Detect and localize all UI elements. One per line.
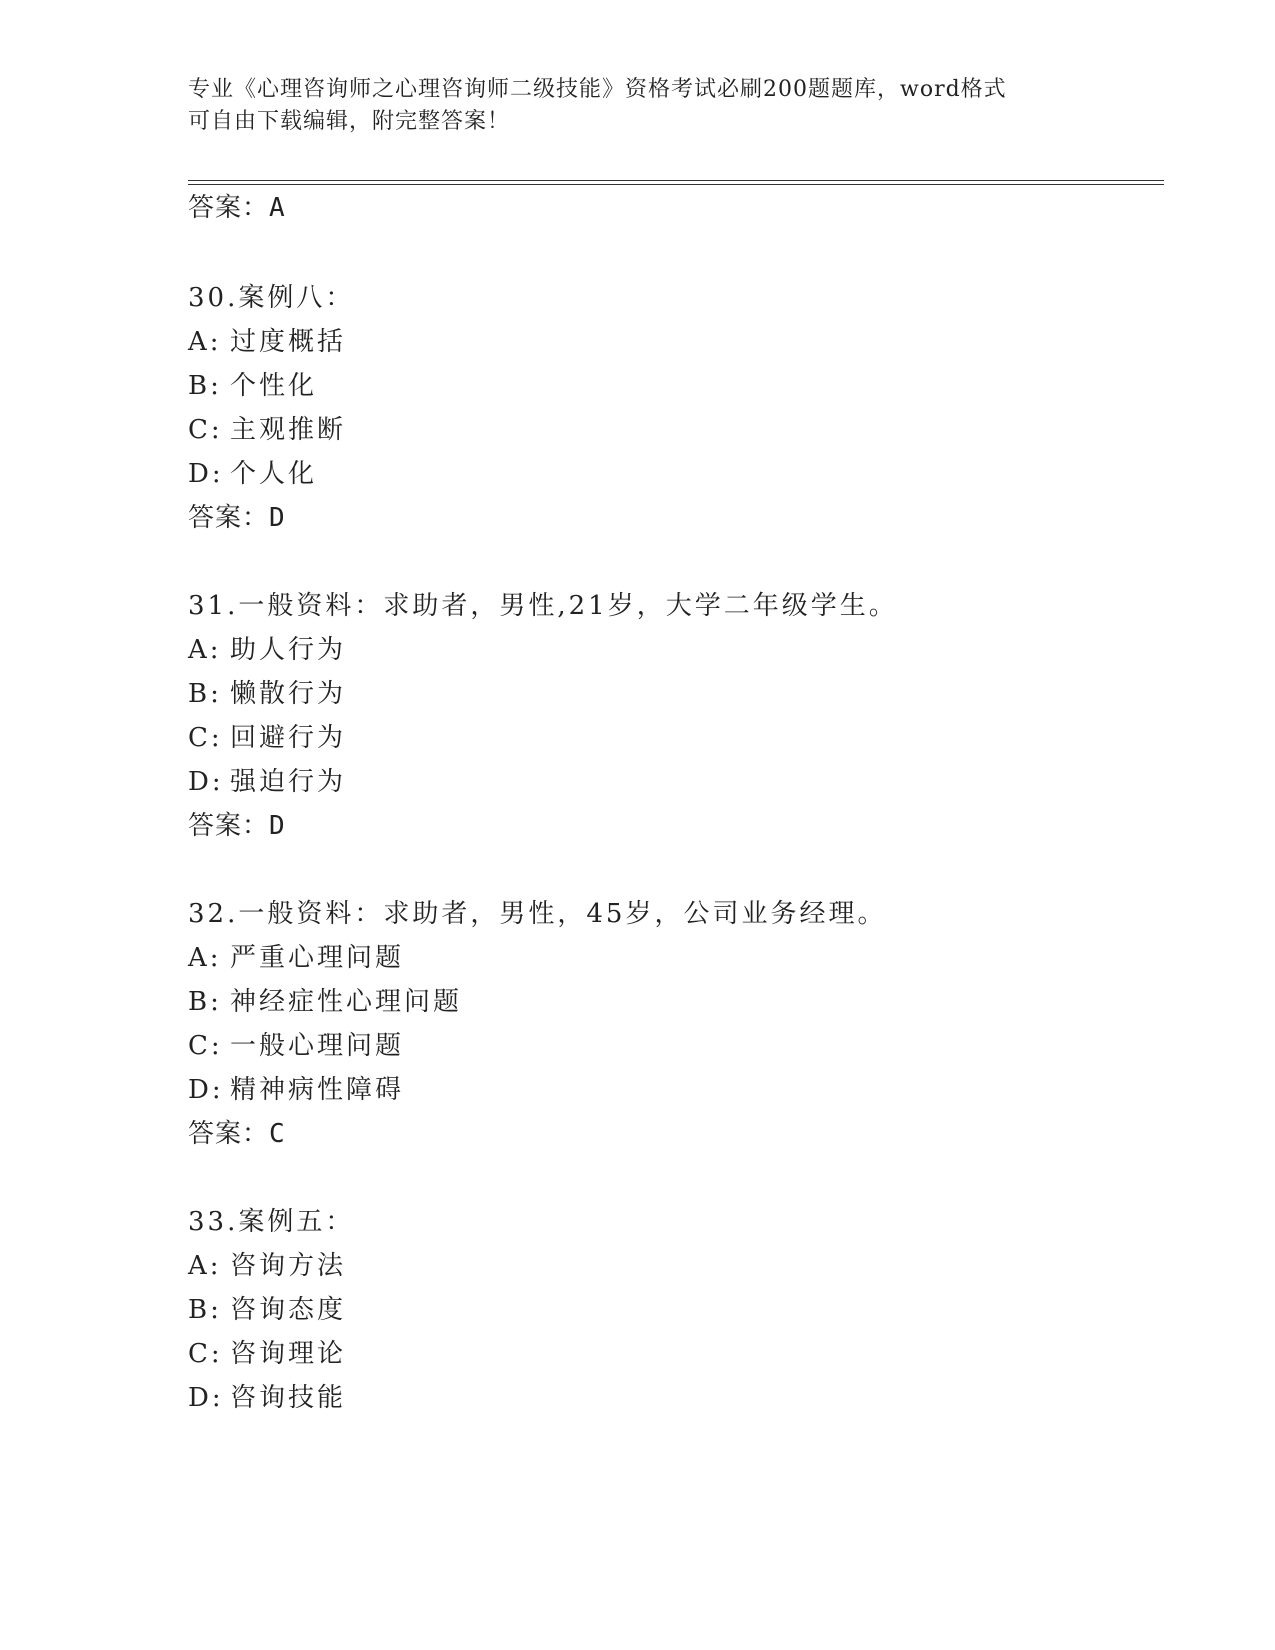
option-c bbox=[188, 414, 346, 446]
option-b bbox=[188, 678, 346, 710]
option-letter: C: bbox=[188, 1031, 223, 1061]
answer-line bbox=[188, 502, 286, 534]
question-text: 案例八： bbox=[238, 283, 355, 313]
question-number: 31. bbox=[188, 591, 239, 621]
option-d bbox=[188, 458, 317, 490]
option-letter: B: bbox=[188, 987, 222, 1017]
option-letter: A: bbox=[188, 1251, 222, 1281]
answer-label: 答案： bbox=[188, 811, 270, 841]
option-letter: D: bbox=[188, 1075, 224, 1105]
question-text: 一般资料：求助者，男性，45岁，公司业务经理。 bbox=[238, 899, 887, 929]
document-header bbox=[188, 74, 1088, 138]
option-letter: A: bbox=[188, 635, 222, 665]
option-c bbox=[188, 1338, 346, 1370]
answer-line bbox=[188, 192, 286, 224]
option-a bbox=[188, 634, 346, 666]
answer-line bbox=[188, 1118, 286, 1150]
answer-label: 答案： bbox=[188, 503, 270, 533]
option-b bbox=[188, 986, 462, 1018]
header-line-2: 可自由下载编辑，附完整答案！ bbox=[188, 109, 511, 134]
option-text: 回避行为 bbox=[230, 723, 347, 753]
option-text: 神经症性心理问题 bbox=[230, 987, 463, 1017]
option-letter: D: bbox=[188, 1383, 224, 1413]
question-number: 32. bbox=[188, 899, 239, 929]
question-stem bbox=[188, 1206, 354, 1238]
question-text: 一般资料：求助者，男性,21岁，大学二年级学生。 bbox=[238, 591, 898, 621]
question-stem bbox=[188, 590, 898, 622]
answer-label: 答案： bbox=[188, 193, 270, 223]
question-number: 33. bbox=[188, 1207, 239, 1237]
answer-value: A bbox=[269, 193, 286, 223]
option-letter: D: bbox=[188, 459, 224, 489]
option-text: 咨询技能 bbox=[230, 1383, 347, 1413]
option-letter: B: bbox=[188, 679, 222, 709]
question-stem bbox=[188, 282, 354, 314]
option-c bbox=[188, 1030, 404, 1062]
option-text: 过度概括 bbox=[230, 327, 347, 357]
option-b bbox=[188, 370, 317, 402]
option-letter: D: bbox=[188, 767, 224, 797]
answer-label: 答案： bbox=[188, 1119, 270, 1149]
option-text: 强迫行为 bbox=[230, 767, 347, 797]
option-letter: A: bbox=[188, 943, 222, 973]
option-text: 个人化 bbox=[230, 459, 318, 489]
option-text: 咨询方法 bbox=[230, 1251, 347, 1281]
option-text: 个性化 bbox=[230, 371, 318, 401]
option-d bbox=[188, 1074, 404, 1106]
question-stem bbox=[188, 898, 886, 930]
answer-value: C bbox=[269, 1119, 286, 1149]
option-text: 精神病性障碍 bbox=[230, 1075, 405, 1105]
answer-value: D bbox=[269, 503, 286, 533]
option-a bbox=[188, 942, 404, 974]
answer-value: D bbox=[269, 811, 286, 841]
option-text: 咨询理论 bbox=[230, 1339, 347, 1369]
option-text: 主观推断 bbox=[230, 415, 347, 445]
option-text: 严重心理问题 bbox=[230, 943, 405, 973]
option-text: 懒散行为 bbox=[230, 679, 347, 709]
option-d bbox=[188, 1382, 346, 1414]
option-letter: A: bbox=[188, 327, 222, 357]
option-text: 助人行为 bbox=[230, 635, 347, 665]
option-letter: C: bbox=[188, 415, 223, 445]
option-b bbox=[188, 1294, 346, 1326]
option-letter: C: bbox=[188, 723, 223, 753]
option-a bbox=[188, 1250, 346, 1282]
option-letter: B: bbox=[188, 1295, 222, 1325]
option-letter: B: bbox=[188, 371, 222, 401]
header-divider-top bbox=[188, 180, 1164, 181]
option-text: 咨询态度 bbox=[230, 1295, 347, 1325]
answer-line bbox=[188, 810, 286, 842]
option-text: 一般心理问题 bbox=[230, 1031, 405, 1061]
question-number: 30. bbox=[188, 283, 239, 313]
option-c bbox=[188, 722, 346, 754]
header-line-1: 专业《心理咨询师之心理咨询师二级技能》资格考试必刷200题题库，word格式 bbox=[188, 77, 1007, 102]
option-a bbox=[188, 326, 346, 358]
question-text: 案例五： bbox=[238, 1207, 355, 1237]
option-letter: C: bbox=[188, 1339, 223, 1369]
header-divider-bottom bbox=[188, 184, 1164, 185]
option-d bbox=[188, 766, 346, 798]
